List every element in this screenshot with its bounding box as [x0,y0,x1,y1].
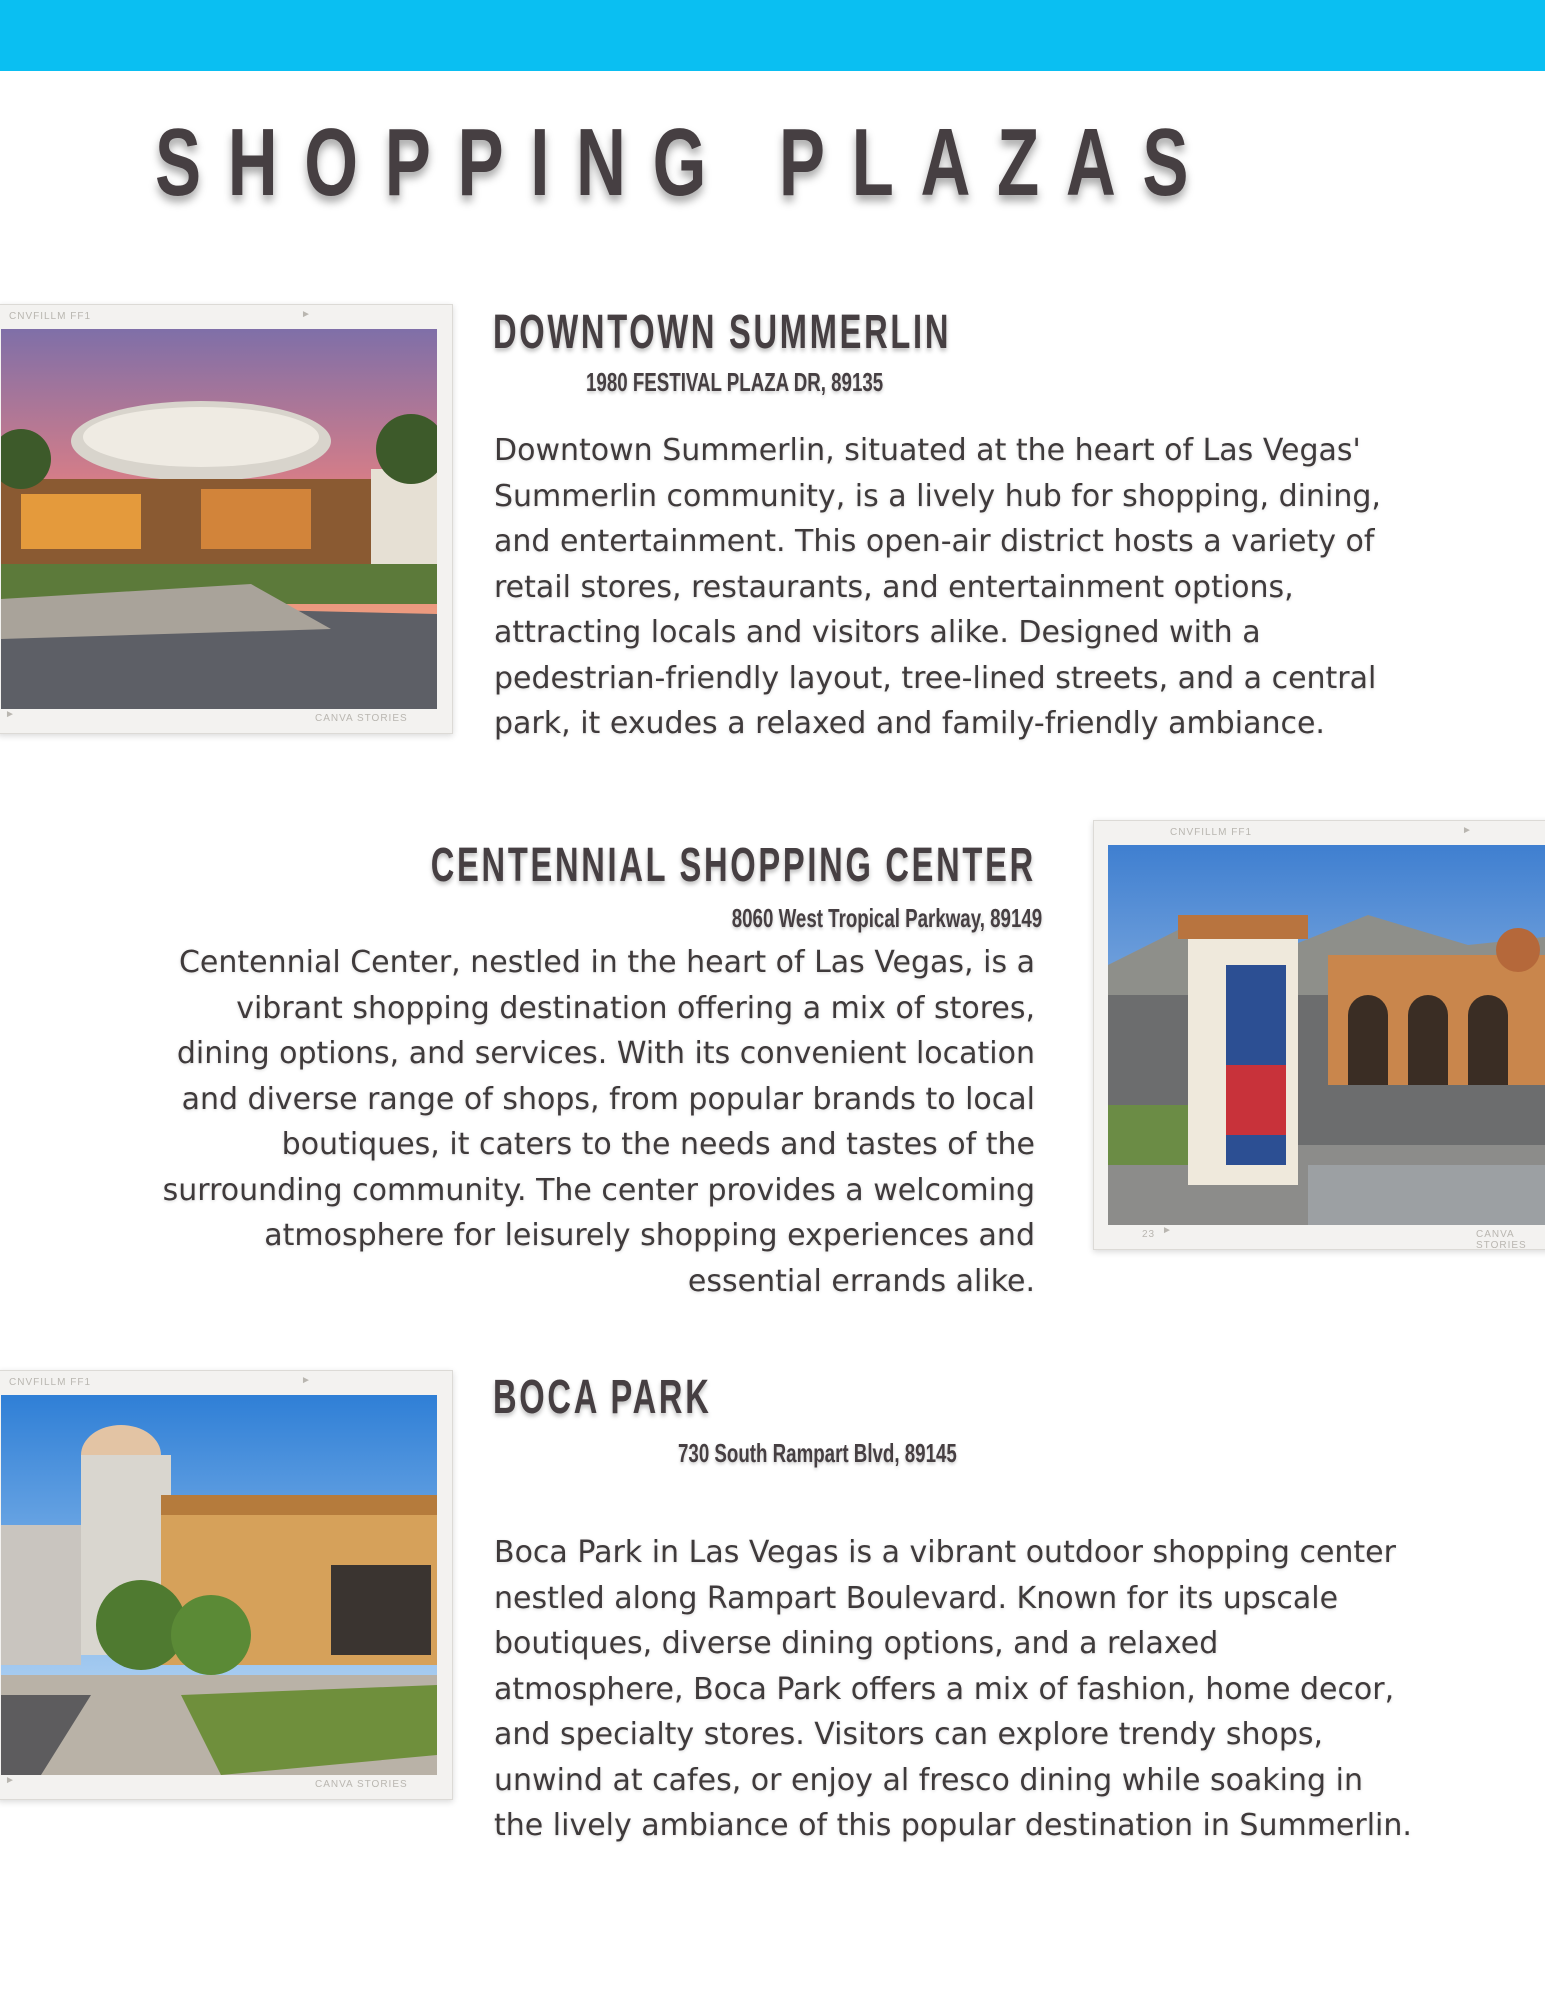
plaza-name: DOWNTOWN SUMMERLIN [493,306,952,359]
film-brand-top: CNVFILLM FF1 [9,311,92,322]
film-arrow-icon: ► [5,1775,16,1786]
downtown-summerlin-photo [0,304,453,734]
plaza-name: CENTENNIAL SHOPPING CENTER [430,839,1036,892]
plaza-address: 8060 West Tropical Parkway, 89149 [731,903,1042,933]
film-arrow-icon: ► [301,1375,312,1386]
plaza-description: Centennial Center, nestled in the heart of Las Vegas, is a vibrant shopping destination offering a mix of stores, dining options, and services. With its convenient location and diverse range of shops, from popular brands to local boutiques, it caters to the needs and tastes of the surrounding community. The center provides a welcoming atmosphere for leisurely shopping experiences and essential errands alike. [162,945,1035,1299]
film-arrow-icon: ► [1462,825,1473,836]
film-brand-bottom: CANVA STORIES [315,1779,408,1790]
film-brand-bottom: CANVA STORIES [315,713,408,724]
plaza-name: BOCA PARK [493,1371,712,1424]
centennial-center-photo [1093,820,1545,1250]
plaza-address: 730 South Rampart Blvd, 89145 [678,1438,957,1468]
plaza-address: 1980 FESTIVAL PLAZA DR, 89135 [586,367,884,397]
plaza-description: Boca Park in Las Vegas is a vibrant outdoor shopping center nestled along Rampart Boulevard. Known for its upscale boutiques, diverse dining options, and a relaxed atmosphere, Boca Park offers a mix of fashion, home decor, and specialty stores. Visitors can explore trendy shops, unwind at cafes, or enjoy al fresco dining while soaking in the lively ambiance of this popular destination in Summerlin. [494,1535,1412,1843]
film-arrow-icon: ► [1162,1225,1173,1236]
boca-park-photo [0,1370,453,1800]
film-arrow-icon: ► [301,309,312,320]
film-brand-bottom: CANVA STORIES [1476,1229,1527,1251]
film-frame-number: 23 [1142,1229,1156,1240]
film-brand-top: CNVFILLM FF1 [9,1377,92,1388]
film-brand-top: CNVFILLM FF1 [1170,827,1253,838]
film-arrow-icon: ► [5,709,16,720]
plaza-description: Downtown Summerlin, situated at the heart of Las Vegas' Summerlin community, is a lively hub for shopping, dining, and entertainment. This open-air district hosts a variety of retail stores, restaurants, and entertainment options, attracting locals and visitors alike. Designed with a pedestrian-friendly layout, tree-lined streets, and a central park, it exudes a relaxed and family-friendly ambiance. [494,433,1381,741]
page-title: SHOPPING PLAZAS [155,109,1216,216]
top-accent-bar [0,0,1545,71]
